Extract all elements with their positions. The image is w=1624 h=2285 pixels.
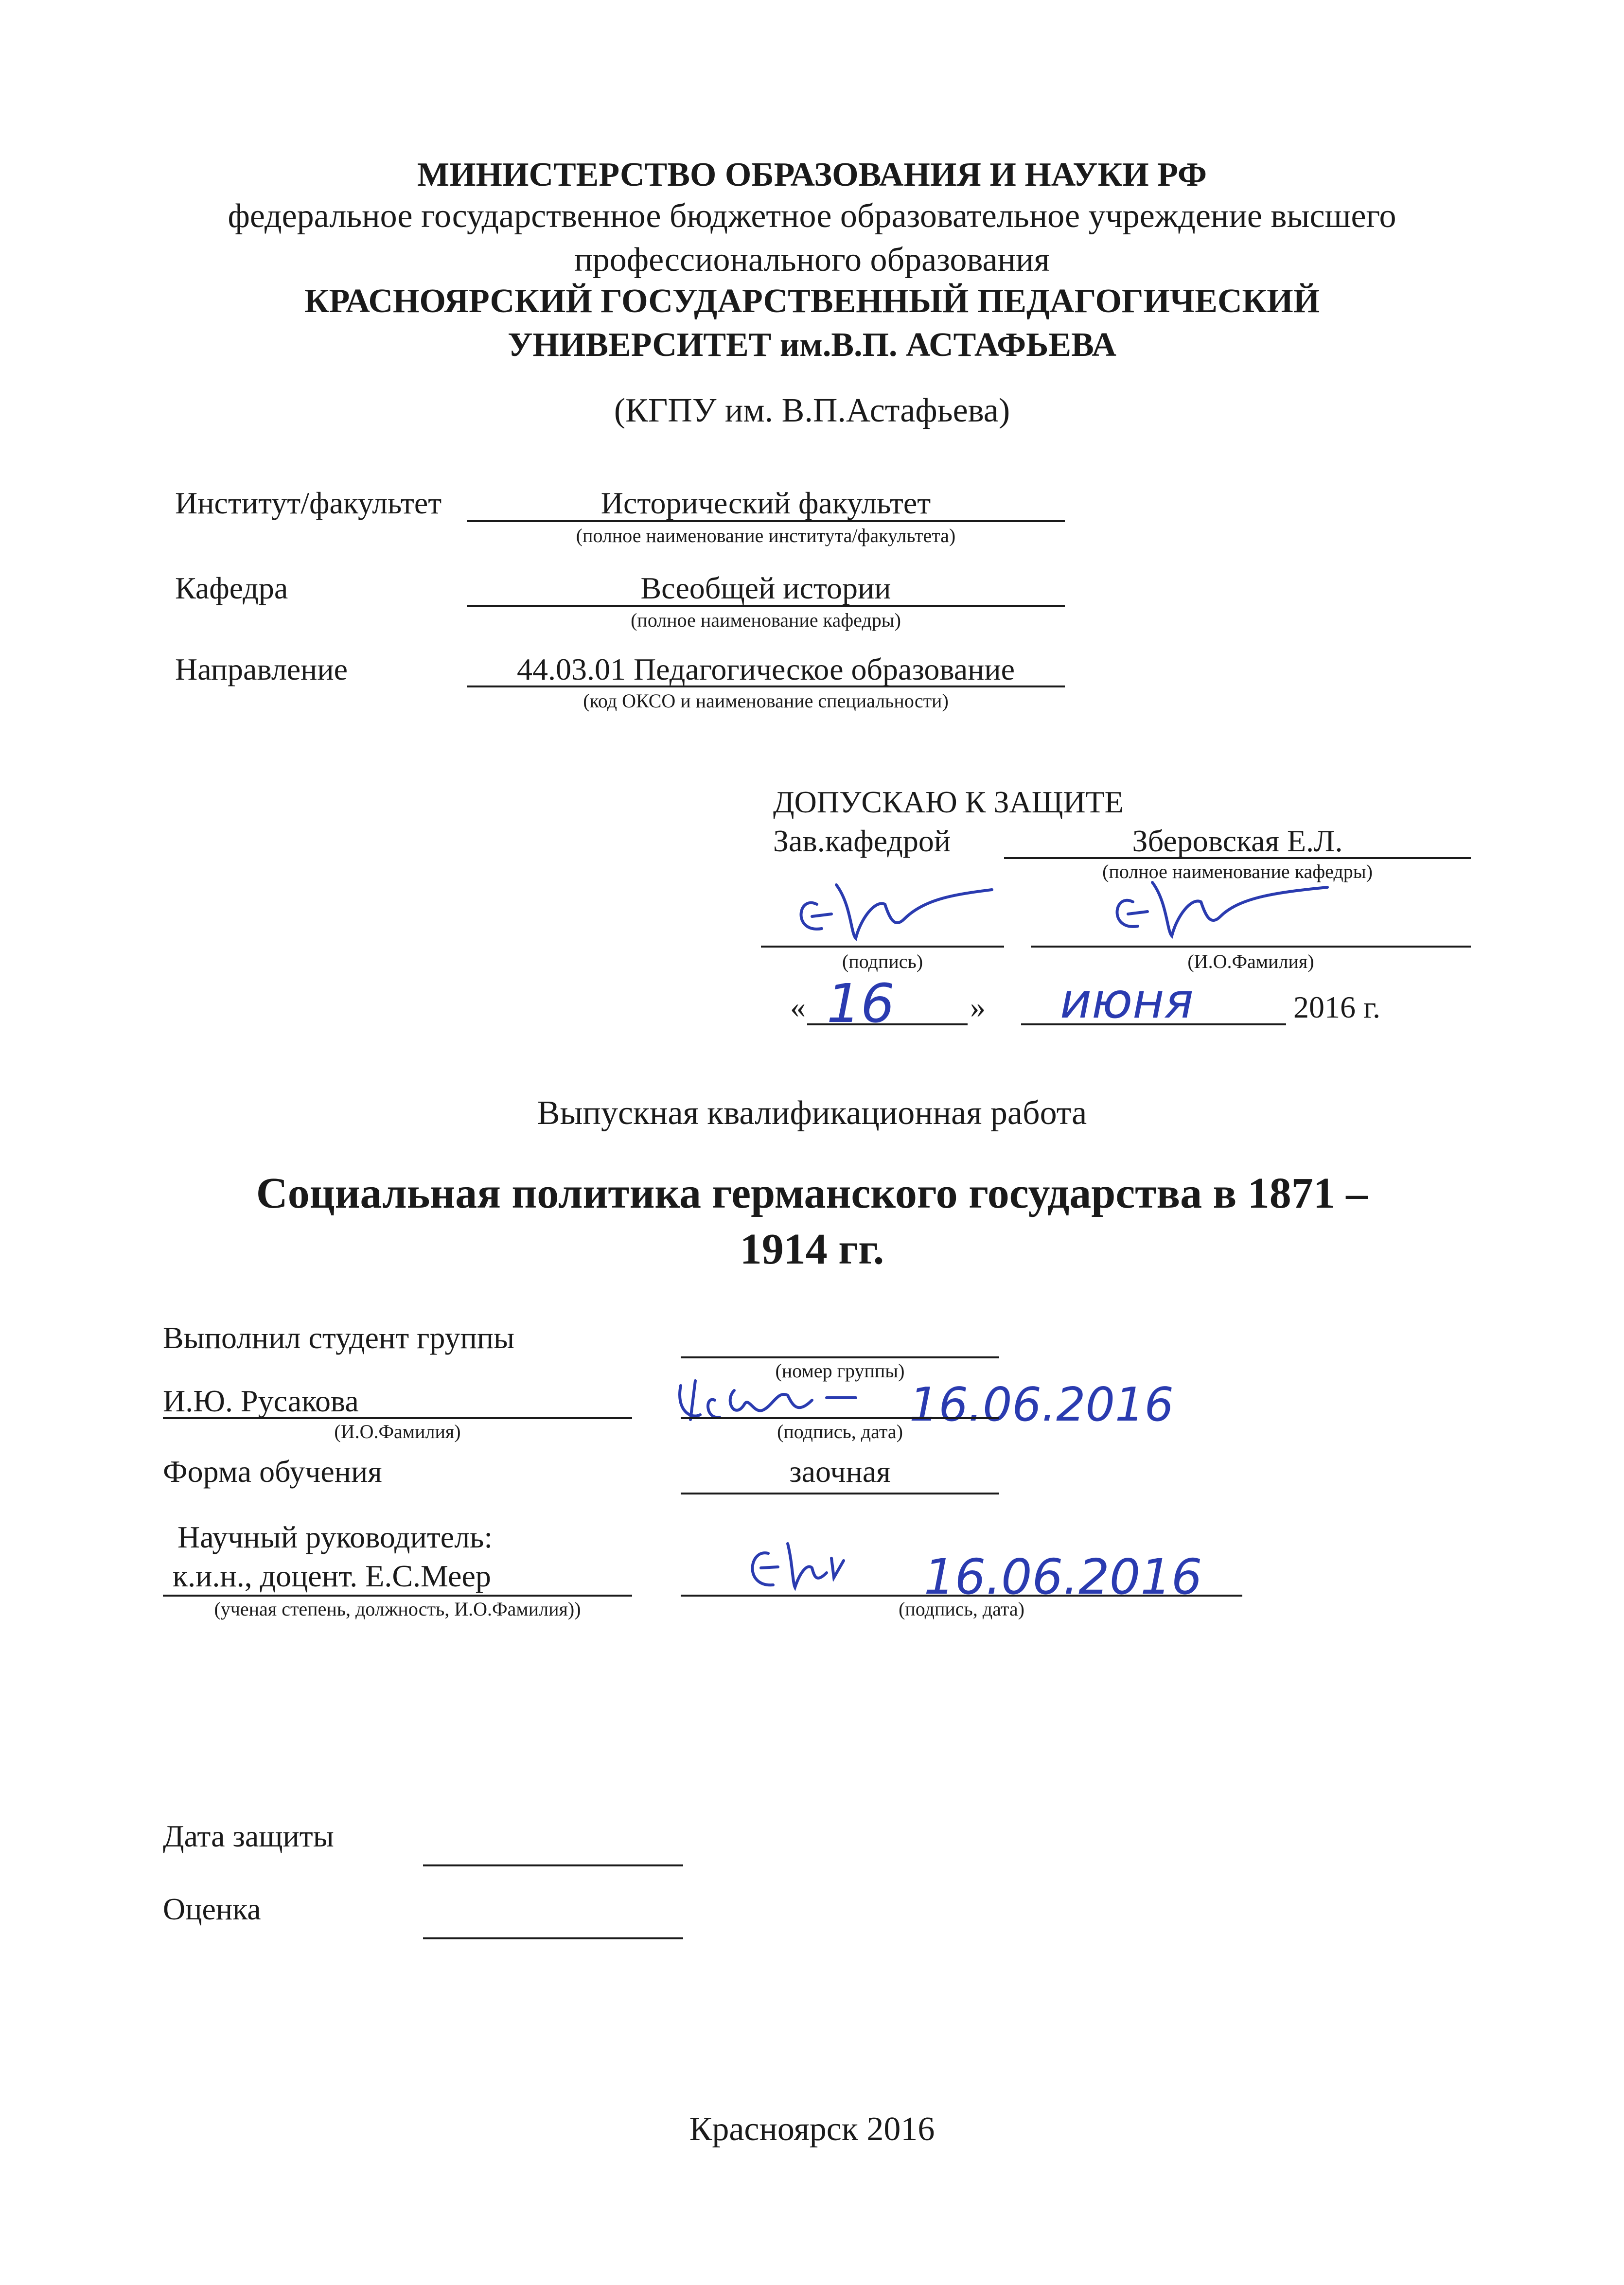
direction-value: 44.03.01 Педагогическое образование xyxy=(516,652,1015,686)
department-label: Кафедра xyxy=(175,571,288,605)
supervisor-signature-underline xyxy=(681,1595,1242,1597)
student-name-underline xyxy=(163,1417,632,1419)
university-abbreviation: (КГПУ им. В.П.Астафьева) xyxy=(614,392,1010,429)
ministry-heading: МИНИСТЕРСТВО ОБРАЗОВАНИЯ И НАУКИ РФ xyxy=(417,156,1207,193)
head-signature-2 xyxy=(1094,873,1337,950)
quote-close: » xyxy=(970,990,986,1024)
day-underline xyxy=(807,1023,968,1025)
head-of-department-name: Зберовская Е.Л. xyxy=(1132,824,1343,858)
work-title-line-2: 1914 гг. xyxy=(740,1225,884,1273)
direction-underline xyxy=(467,686,1065,687)
institute-underline xyxy=(467,520,1065,522)
signature-underline xyxy=(761,946,1004,948)
quote-open: « xyxy=(790,990,806,1024)
student-signature-date: 16.06.2016 xyxy=(909,1378,1174,1432)
student-name-hint: (И.О.Фамилия) xyxy=(334,1421,461,1442)
supervisor-name-hint: (ученая степень, должность, И.О.Фамилия)) xyxy=(214,1598,581,1620)
head-name-hint: (полное наименование кафедры) xyxy=(1102,861,1373,882)
approval-month-handwritten: июня xyxy=(1060,972,1194,1029)
institute-hint: (полное наименование института/факультета) xyxy=(576,525,956,546)
approval-heading: ДОПУСКАЮ К ЗАЩИТЕ xyxy=(773,785,1124,819)
institute-value: Исторический факультет xyxy=(600,486,931,520)
group-hint: (номер группы) xyxy=(775,1360,905,1382)
approval-day-handwritten: 16 xyxy=(827,972,895,1035)
direction-label: Направление xyxy=(175,652,348,686)
student-signature-hint: (подпись, дата) xyxy=(777,1421,903,1442)
grade-label: Оценка xyxy=(163,1892,261,1926)
defense-date-label: Дата защиты xyxy=(163,1819,334,1853)
head-signature-1 xyxy=(778,875,997,953)
defense-date-underline xyxy=(423,1864,683,1866)
supervisor-signature-hint: (подпись, дата) xyxy=(899,1598,1024,1620)
supervisor-name: к.и.н., доцент. Е.С.Меер xyxy=(173,1559,491,1593)
group-underline xyxy=(681,1356,999,1358)
city-year: Красноярск 2016 xyxy=(689,2110,935,2148)
study-form-label: Форма обучения xyxy=(163,1454,382,1489)
study-form-value: заочная xyxy=(789,1454,891,1489)
name-hint: (И.О.Фамилия) xyxy=(1187,950,1314,972)
approval-year: 2016 г. xyxy=(1293,990,1381,1024)
student-name: И.Ю. Русакова xyxy=(163,1384,359,1418)
supervisor-signature xyxy=(739,1539,856,1597)
work-type: Выпускная квалификационная работа xyxy=(537,1094,1087,1132)
supervisor-label: Научный руководитель: xyxy=(177,1520,493,1554)
head-of-department-label: Зав.кафедрой xyxy=(773,824,951,858)
student-signature-underline xyxy=(681,1417,999,1419)
work-title-line-1: Социальная политика германского государства в 1871 – xyxy=(256,1169,1368,1217)
department-underline xyxy=(467,605,1065,607)
institute-label: Институт/факультет xyxy=(175,486,442,520)
name-underline xyxy=(1031,946,1471,948)
direction-hint: (код ОКСО и наименование специальности) xyxy=(583,690,949,712)
student-group-label: Выполнил студент группы xyxy=(163,1320,515,1355)
department-hint: (полное наименование кафедры) xyxy=(631,609,901,631)
institution-line-2: профессионального образования xyxy=(574,241,1050,279)
institution-line-1: федеральное государственное бюджетное образовательное учреждение высшего xyxy=(228,197,1396,235)
university-line-1: КРАСНОЯРСКИЙ ГОСУДАРСТВЕННЫЙ ПЕДАГОГИЧЕСКИЙ xyxy=(304,282,1320,320)
study-form-underline xyxy=(681,1493,999,1494)
university-line-2: УНИВЕРСИТЕТ им.В.П. АСТАФЬЕВА xyxy=(508,326,1116,364)
signature-hint: (подпись) xyxy=(842,950,923,972)
month-underline xyxy=(1021,1023,1286,1025)
supervisor-date: 16.06.2016 xyxy=(924,1548,1202,1605)
supervisor-name-underline xyxy=(163,1595,632,1597)
head-name-underline xyxy=(1004,857,1471,859)
grade-underline xyxy=(423,1937,683,1939)
department-value: Всеобщей истории xyxy=(640,571,891,605)
